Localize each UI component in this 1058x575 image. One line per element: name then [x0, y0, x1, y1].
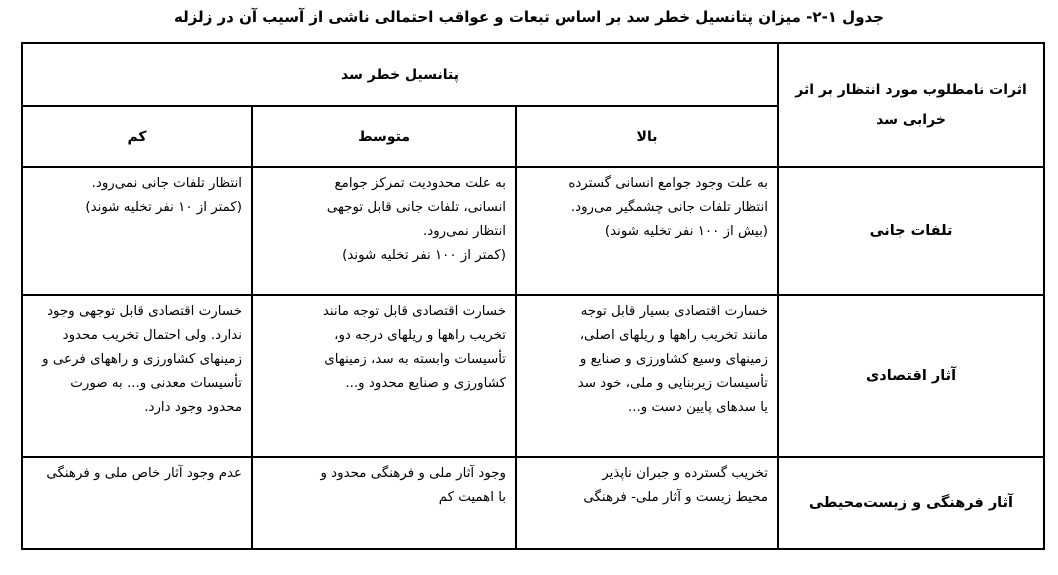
cell-line: خسارت اقتصادی بسیار قابل توجه	[580, 304, 769, 319]
table-row	[22, 167, 1044, 295]
cell-economic-low	[22, 295, 252, 457]
row-label-economic	[778, 295, 1044, 457]
cell-economic-medium	[252, 295, 516, 457]
cell-line: تأسیسات معدنی و... به صورت	[70, 376, 243, 391]
cell-line: (بیش از ۱۰۰ نفر تخلیه شوند)	[604, 224, 769, 239]
cell-line: وجود آثار ملی و فرهنگی محدود و	[320, 466, 507, 481]
cell-line: زمینهای کشاورزی و راههای فرعی و	[42, 352, 243, 367]
row-label-text: تلفات جانی	[869, 223, 953, 239]
cell-line: (کمتر از ۱۰۰ نفر تخلیه شوند)	[342, 248, 507, 263]
dam-risk-table	[21, 42, 1045, 550]
row-label-text: آثار فرهنگی و زیست‌محیطی	[809, 495, 1014, 511]
table-row	[22, 295, 1044, 457]
row-label-casualties	[778, 167, 1044, 295]
cell-line: با اهمیت کم	[438, 490, 507, 505]
cell-economic-high	[516, 295, 778, 457]
risk-potential-header	[22, 43, 778, 106]
cell-line: تأسیسات زیربنایی و ملی، خود سد	[577, 376, 769, 391]
cell-line: کشاورزی و صنایع محدود و...	[345, 376, 507, 391]
cell-line: مانند تخریب راهها و ریلهای اصلی،	[579, 328, 769, 343]
row-label-text: آثار اقتصادی	[865, 368, 957, 384]
level-header-medium-text: متوسط	[358, 128, 410, 145]
cell-line: انتظار تلفات جانی چشمگیر می‌رود.	[570, 200, 769, 215]
level-header-high-text: بالا	[636, 128, 658, 145]
level-header-low-text: کم	[127, 128, 147, 145]
cell-line: خسارت اقتصادی قابل توجهی وجود	[47, 304, 243, 319]
table-caption: جدول ۱-۲- میزان پتانسیل خطر سد بر اساس تبعات و عواقب احتمالی ناشی از آسیب آن در زلزله	[174, 8, 884, 26]
cell-line: یا سدهای پایین دست و...	[627, 400, 769, 415]
cell-line: تأسیسات وابسته به سد، زمینهای	[324, 352, 507, 367]
cell-casualties-low	[22, 167, 252, 295]
cell-line: محیط زیست و آثار ملی- فرهنگی	[583, 490, 769, 505]
cell-line: انتظار نمی‌رود.	[422, 224, 507, 239]
cell-line: به علت محدودیت تمرکز جوامع	[334, 176, 507, 191]
cell-line: خسارت اقتصادی قابل توجه مانند	[322, 304, 507, 319]
cell-line: انسانی، تلفات جانی قابل توجهی	[326, 200, 507, 215]
cell-line: عدم وجود آثار خاص ملی و فرهنگی	[46, 466, 243, 481]
corner-header-text: اثرات نامطلوب مورد انتظار بر اثر خرابی سد	[795, 82, 1027, 128]
cell-line: (کمتر از ۱۰ نفر تخلیه شوند)	[85, 200, 243, 215]
risk-potential-header-text: پتانسیل خطر سد	[341, 66, 459, 83]
cell-line: انتظار تلفات جانی نمی‌رود.	[91, 176, 243, 191]
cell-line: تخریب راهها و ریلهای درجه دو،	[334, 328, 507, 343]
cell-casualties-medium	[252, 167, 516, 295]
corner-header-cell	[778, 43, 1044, 167]
cell-line: زمینهای وسیع کشاورزی و صنایع و	[579, 352, 769, 367]
cell-cultural-medium	[252, 457, 516, 549]
cell-line: به علت وجود جوامع انسانی گسترده	[568, 176, 769, 191]
level-header-medium	[252, 106, 516, 167]
cell-cultural-high	[516, 457, 778, 549]
row-label-cultural-environmental	[778, 457, 1044, 549]
table-row	[22, 457, 1044, 549]
cell-cultural-low	[22, 457, 252, 549]
cell-line: محدود وجود دارد.	[144, 400, 243, 415]
level-header-low	[22, 106, 252, 167]
cell-line: تخریب گسترده و جبران ناپذیر	[602, 466, 769, 481]
cell-casualties-high	[516, 167, 778, 295]
cell-line: ندارد. ولی احتمال تخریب محدود	[62, 328, 243, 343]
level-header-high	[516, 106, 778, 167]
